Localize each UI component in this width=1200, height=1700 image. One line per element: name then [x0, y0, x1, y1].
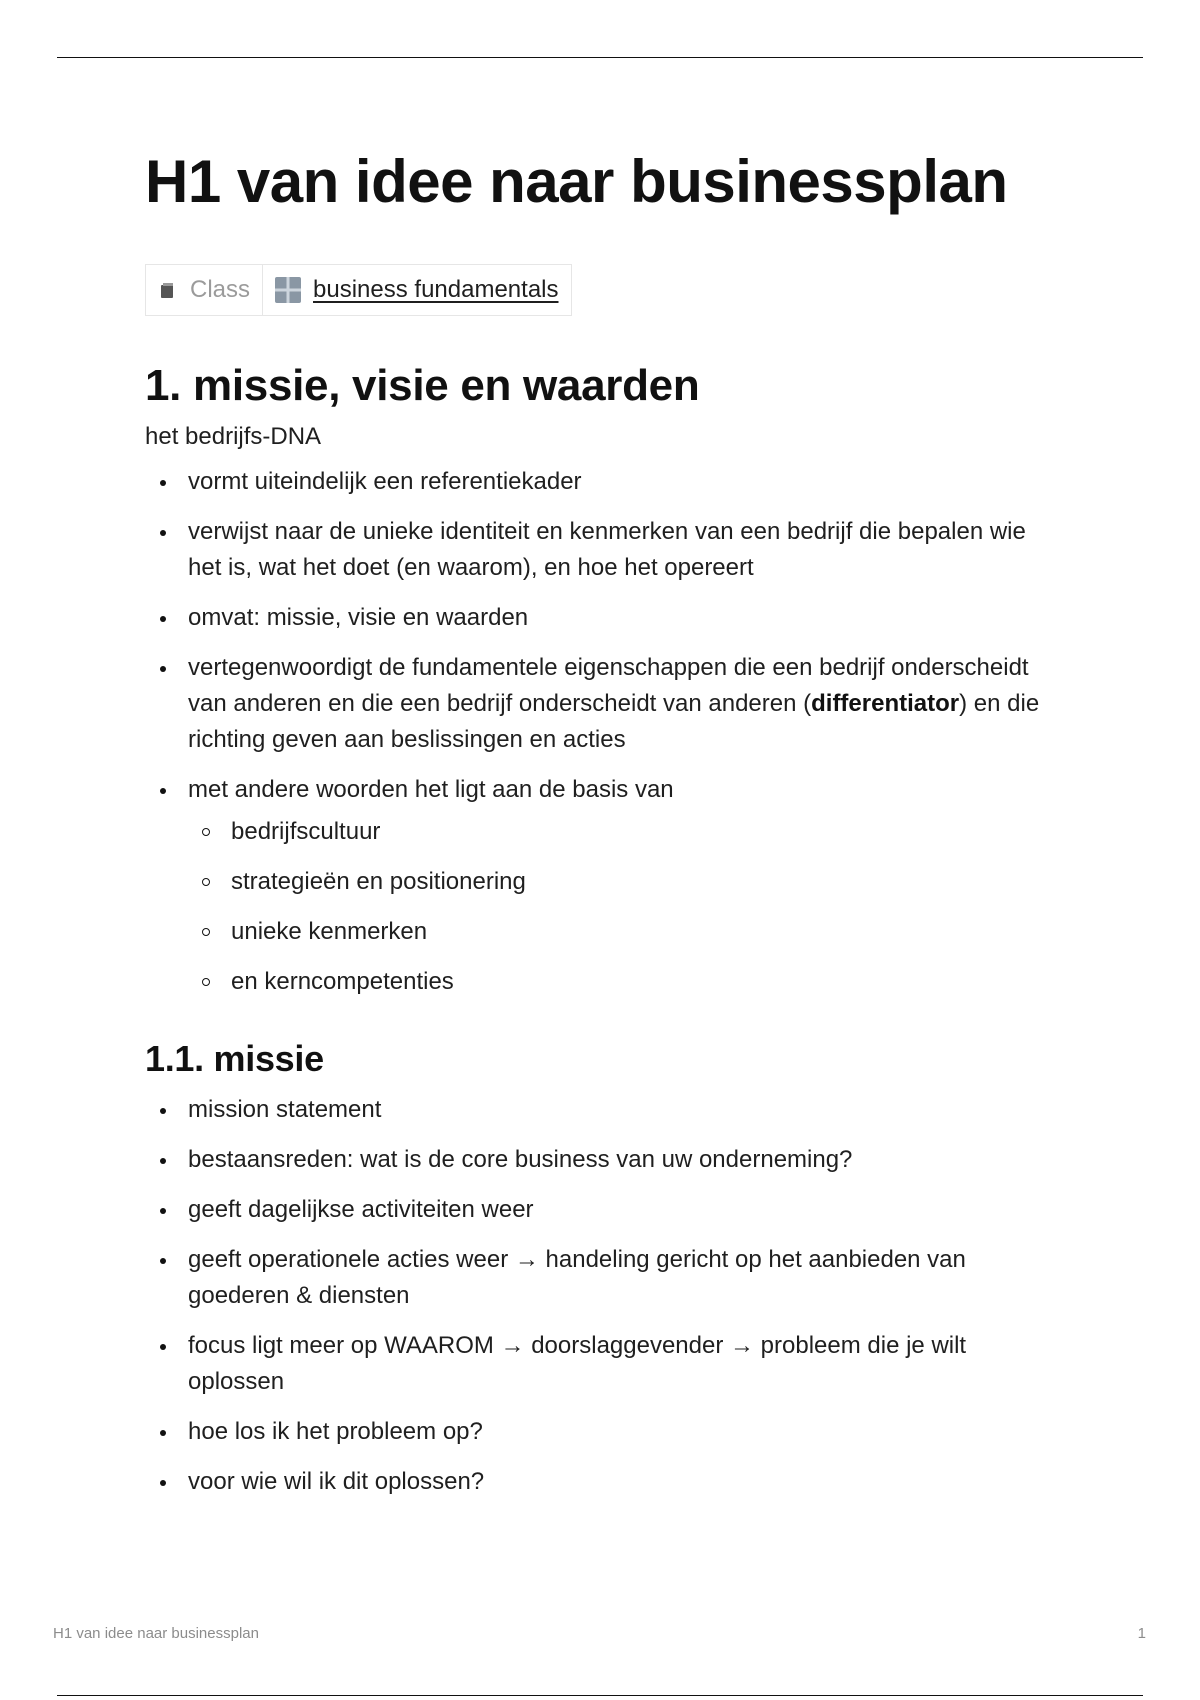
section-subtitle: het bedrijfs-DNA — [145, 423, 322, 450]
list-item: verwijst naar de unieke identiteit en kenmerken van een bedrijf die bepalen wie het is, wat het doet (en waarom), en hoe het opereert — [145, 514, 1065, 586]
list-item-text: ) en die richting geven aan beslissingen en acties — [188, 690, 1040, 753]
section-heading-1: 1. missie, visie en waarden — [145, 361, 700, 410]
list-item — [145, 650, 1065, 758]
property-name — [146, 265, 263, 315]
book-icon — [160, 283, 174, 298]
list-item: voor wie wil ik dit oplossen? — [145, 1464, 1065, 1500]
list-item: bestaansreden: wat is de core business van uw onderneming? — [145, 1142, 1065, 1178]
list-item: hoe los ik het probleem op? — [145, 1414, 1065, 1450]
sub-list-item: unieke kenmerken — [188, 914, 1065, 950]
property-row — [145, 264, 572, 316]
bottom-rule — [57, 1695, 1143, 1696]
sub-list-item: bedrijfscultuur — [188, 814, 1065, 850]
list-item: mission statement — [145, 1092, 1065, 1128]
office-building-icon — [275, 277, 301, 303]
list-item: omvat: missie, visie en waarden — [145, 600, 1065, 636]
property-value-link[interactable]: business fundamentals — [313, 276, 559, 303]
list-item: geeft dagelijkse activiteiten weer — [145, 1192, 1065, 1228]
section-1-list — [145, 464, 1065, 1000]
sub-list — [188, 814, 1065, 1000]
list-item: focus ligt meer op WAAROM → doorslaggevender → probleem die je wilt oplossen — [145, 1328, 1065, 1400]
property-value — [263, 265, 570, 315]
list-item: vormt uiteindelijk een referentiekader — [145, 464, 1065, 500]
property-name-label: Class — [190, 276, 251, 303]
page-content — [145, 140, 1065, 1500]
page-title: H1 van idee naar businessplan — [145, 148, 1008, 215]
section-1-1-list — [145, 1092, 1065, 1500]
section-heading-1-1: 1.1. missie — [145, 1038, 324, 1079]
list-item: geeft operationele acties weer → handeling gericht op het aanbieden van goederen & diensten — [145, 1242, 1065, 1314]
bold-term: differentiator — [811, 690, 960, 717]
sub-list-item: en kerncompetenties — [188, 964, 1065, 1000]
list-item — [145, 772, 1065, 1000]
top-rule — [57, 57, 1143, 58]
list-item-text: met andere woorden het ligt aan de basis van — [188, 776, 674, 803]
footer-page-number: 1 — [1137, 1625, 1146, 1642]
sub-list-item: strategieën en positionering — [188, 864, 1065, 900]
list-item-text: vertegenwoordigt de fundamentele eigenschappen die een bedrijf onderscheidt van anderen en die een bedrijf onderscheidt van anderen ( — [188, 654, 1029, 717]
footer-title: H1 van idee naar businessplan — [53, 1625, 259, 1642]
